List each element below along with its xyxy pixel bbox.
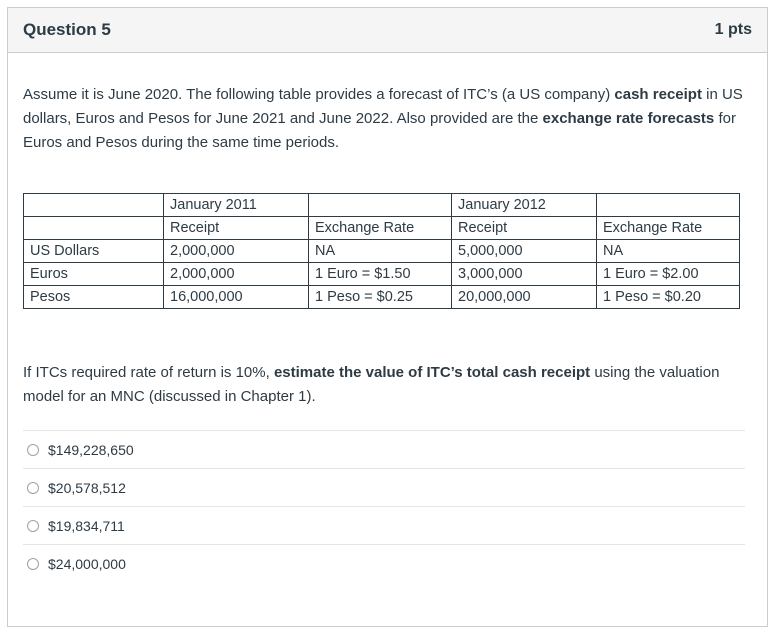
table-cell bbox=[597, 194, 740, 217]
radio-button[interactable] bbox=[27, 520, 39, 532]
intro-text-1: Assume it is June 2020. The following table provides a forecast of ITC’s (a US company) bbox=[23, 86, 615, 103]
question-prompt bbox=[23, 361, 753, 409]
question-points: 1 pts bbox=[714, 21, 752, 38]
question-card bbox=[7, 7, 768, 627]
question-body bbox=[8, 83, 767, 582]
question-title: Question 5 bbox=[23, 20, 111, 39]
question-header bbox=[8, 8, 767, 53]
table-cell: Euros bbox=[24, 263, 164, 286]
radio-button[interactable] bbox=[27, 444, 39, 456]
table-cell: 20,000,000 bbox=[452, 286, 597, 309]
table-cell: NA bbox=[309, 240, 452, 263]
answer-label[interactable]: $20,578,512 bbox=[48, 479, 126, 496]
table-cell: January 2011 bbox=[164, 194, 309, 217]
table-row bbox=[24, 240, 740, 263]
table-cell: Exchange Rate bbox=[597, 217, 740, 240]
answer-label[interactable]: $19,834,711 bbox=[48, 517, 125, 534]
table-cell: 1 Euro = $2.00 bbox=[597, 263, 740, 286]
table-cell: Receipt bbox=[164, 217, 309, 240]
prompt-bold-1: estimate the value of ITC’s total cash receipt bbox=[273, 364, 591, 381]
table-cell: Pesos bbox=[24, 286, 164, 309]
table-header-row bbox=[24, 194, 740, 217]
intro-bold-2: exchange rate forecasts bbox=[542, 110, 715, 127]
answer-list bbox=[23, 430, 745, 582]
table-cell bbox=[24, 194, 164, 217]
table-row bbox=[24, 286, 740, 309]
question-intro bbox=[23, 83, 753, 155]
prompt-text-2: using the valuation model for an MNC (discussed in Chapter 1). bbox=[23, 364, 720, 405]
table-cell: January 2012 bbox=[452, 194, 597, 217]
table-cell: 3,000,000 bbox=[452, 263, 597, 286]
table-cell: 2,000,000 bbox=[164, 263, 309, 286]
answer-label[interactable]: $24,000,000 bbox=[48, 555, 126, 572]
table-cell: 2,000,000 bbox=[164, 240, 309, 263]
prompt-text-1: If ITCs required rate of return is 10%, bbox=[23, 364, 274, 381]
table-subheader-row bbox=[24, 217, 740, 240]
answer-option[interactable] bbox=[23, 430, 745, 468]
intro-bold-1: cash receipt bbox=[614, 86, 702, 103]
answer-option[interactable] bbox=[23, 468, 745, 506]
table-cell: 5,000,000 bbox=[452, 240, 597, 263]
answer-option[interactable] bbox=[23, 544, 745, 582]
table-cell: US Dollars bbox=[24, 240, 164, 263]
table-cell: Exchange Rate bbox=[309, 217, 452, 240]
table-cell: 16,000,000 bbox=[164, 286, 309, 309]
radio-button[interactable] bbox=[27, 482, 39, 494]
table-cell: NA bbox=[597, 240, 740, 263]
table-cell: 1 Peso = $0.25 bbox=[309, 286, 452, 309]
answer-option[interactable] bbox=[23, 506, 745, 544]
radio-button[interactable] bbox=[27, 558, 39, 570]
table-cell bbox=[24, 217, 164, 240]
table-cell: 1 Euro = $1.50 bbox=[309, 263, 452, 286]
table-row bbox=[24, 263, 740, 286]
table-cell bbox=[309, 194, 452, 217]
intro-text-2: in US dollars, Euros and Pesos for June 2021 and June 2022. Also provided are the bbox=[23, 86, 743, 127]
table-cell: 1 Peso = $0.20 bbox=[597, 286, 740, 309]
intro-text-3: for Euros and Pesos during the same time periods. bbox=[23, 110, 736, 151]
answer-label[interactable]: $149,228,650 bbox=[48, 441, 134, 458]
table-cell: Receipt bbox=[452, 217, 597, 240]
forecast-table bbox=[23, 193, 740, 309]
